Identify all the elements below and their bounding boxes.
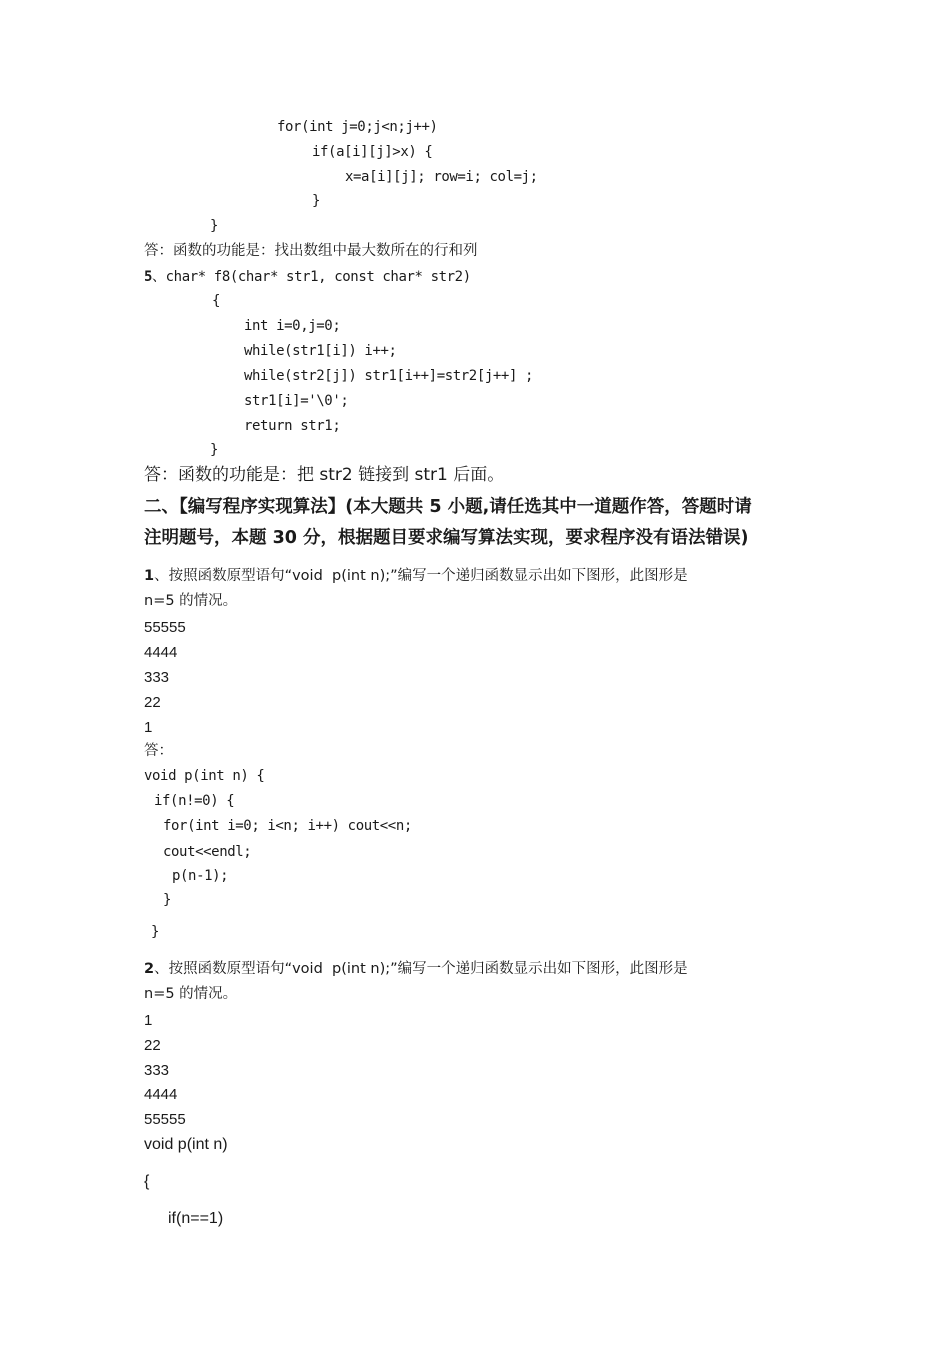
figure-row: 22 <box>144 1037 161 1054</box>
figure-row: 1 <box>144 719 153 736</box>
question-signature: 、char* f8(char* str1, const char* str2) <box>152 269 471 285</box>
code-line: } <box>312 193 321 209</box>
code-line: } <box>210 218 219 234</box>
figure-row: 1 <box>144 1012 153 1029</box>
code-line: while(str1[i]) i++; <box>244 343 397 359</box>
answer-text: 答：函数的功能是：把 str2 链接到 str1 后面。 <box>144 465 505 485</box>
problem-1-statement <box>144 569 688 584</box>
code-line: } <box>151 924 160 940</box>
answer-label: 答： <box>144 743 173 759</box>
figure-row: 333 <box>144 1062 170 1079</box>
answer-text: 答：函数的功能是：找出数组中最大数所在的行和列 <box>144 243 478 259</box>
question-5-heading <box>144 270 471 284</box>
code-line: for(int i=0; i<n; i++) cout<<n; <box>163 818 412 834</box>
code-line: } <box>210 442 219 458</box>
code-line: x=a[i][j]; row=i; col=j; <box>345 169 538 185</box>
figure-row: 55555 <box>144 619 186 636</box>
code-line: void p(int n) { <box>144 768 265 784</box>
figure-row: 55555 <box>144 1111 186 1128</box>
figure-row: 22 <box>144 694 161 711</box>
code-line: { <box>212 293 221 309</box>
code-line: if(a[i][j]>x) { <box>312 144 433 160</box>
problem-text: 、按照函数原型语句“void p(int n);”编写一个递归函数显示出如下图形，此图形是 <box>154 961 688 977</box>
problem-text: n=5 的情况。 <box>144 593 238 609</box>
code-line: if(n!=0) { <box>154 793 235 809</box>
code-line: cout<<endl; <box>163 844 252 860</box>
section-heading: 二、【编写程序实现算法】(本大题共 5 小题,请任选其中一道题作答，答题时请 <box>144 497 752 517</box>
code-line: void p(int n) <box>144 1136 228 1153</box>
problem-text: n=5 的情况。 <box>144 986 238 1002</box>
figure-row: 4444 <box>144 644 178 661</box>
problem-text: 、按照函数原型语句“void p(int n);”编写一个递归函数显示出如下图形，此图形是 <box>154 568 688 584</box>
question-number: 5 <box>144 269 153 285</box>
code-line: { <box>144 1173 150 1190</box>
figure-row: 333 <box>144 669 170 686</box>
code-line: return str1; <box>244 418 341 434</box>
code-line: str1[i]='\0'; <box>244 393 349 409</box>
code-line: if(n==1) <box>168 1210 224 1227</box>
figure-row: 4444 <box>144 1086 178 1103</box>
section-heading: 注明题号，本题 30 分，根据题目要求编写算法实现，要求程序没有语法错误) <box>144 528 749 548</box>
problem-2-statement <box>144 962 688 977</box>
code-line: while(str2[j]) str1[i++]=str2[j++] ; <box>244 368 534 384</box>
code-line: } <box>163 892 172 908</box>
problem-number: 1 <box>144 568 155 584</box>
code-line: for(int j=0;j<n;j++) <box>277 119 438 135</box>
code-line: p(n-1); <box>172 868 229 884</box>
problem-number: 2 <box>144 961 155 977</box>
code-line: int i=0,j=0; <box>244 318 341 334</box>
